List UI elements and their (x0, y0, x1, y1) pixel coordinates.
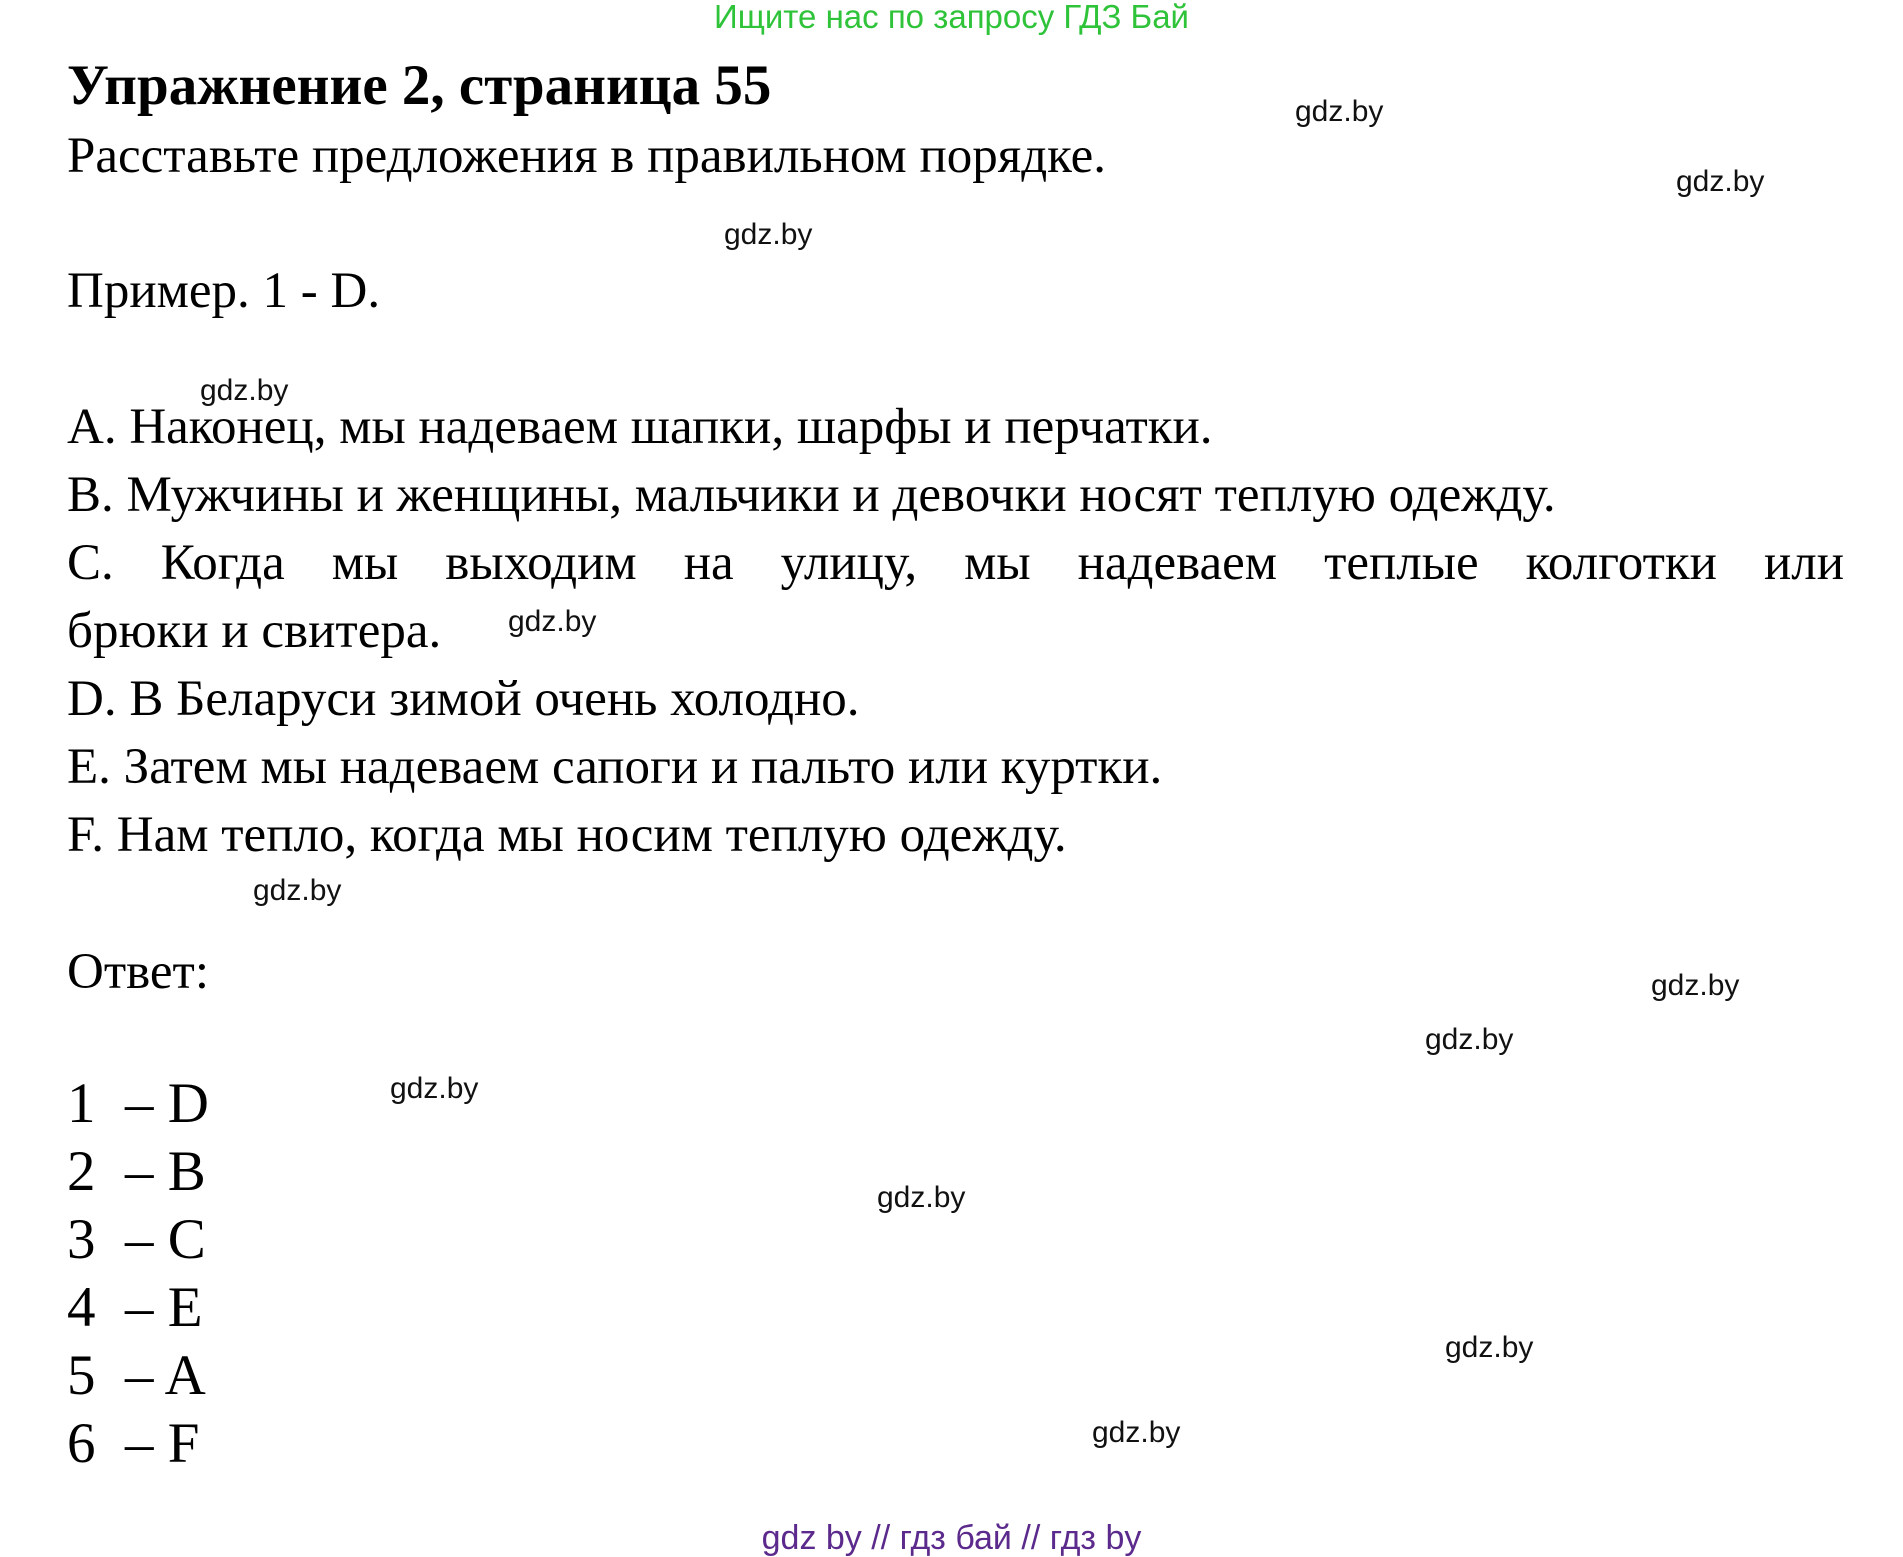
answer-letter: – B (125, 1140, 206, 1203)
watermark: gdz.by (200, 374, 289, 407)
answer-letter: – E (125, 1276, 203, 1339)
watermark: gdz.by (1445, 1331, 1534, 1364)
answer-number: 5 (67, 1344, 96, 1407)
watermark: gdz.by (253, 874, 342, 907)
answer-row (67, 1344, 206, 1408)
answer-letter: – C (125, 1208, 206, 1271)
answer-number: 1 (67, 1072, 96, 1135)
watermark: gdz.by (1651, 969, 1740, 1002)
answer-number: 2 (67, 1140, 96, 1203)
top-banner: Ищите нас по запросу ГДЗ Бай (714, 0, 1189, 35)
bottom-banner: gdz by // гдз бай // гдз by (761, 1519, 1142, 1557)
sentence-a: A. Наконец, мы надеваем шапки, шарфы и перчатки. (67, 399, 1213, 455)
watermark: gdz.by (508, 605, 597, 638)
watermark: gdz.by (877, 1181, 966, 1214)
answer-row (67, 1412, 199, 1476)
answer-row (67, 1140, 206, 1204)
answer-letter: – D (125, 1072, 209, 1135)
watermark: gdz.by (1295, 95, 1384, 128)
watermark: gdz.by (390, 1072, 479, 1105)
answer-label: Ответ: (67, 944, 209, 1000)
answer-row (67, 1072, 209, 1136)
sentence-b: B. Мужчины и женщины, мальчики и девочки носят теплую одежду. (67, 467, 1556, 523)
exercise-title: Упражнение 2, страница 55 (67, 54, 772, 117)
answer-number: 3 (67, 1208, 96, 1271)
watermark: gdz.by (724, 218, 813, 251)
answer-letter: – F (125, 1412, 200, 1475)
watermark: gdz.by (1425, 1023, 1514, 1056)
sentence-c-line1: C. Когда мы выходим на улицу, мы надеваем теплые колготки или (67, 535, 1844, 591)
answer-number: 4 (67, 1276, 96, 1339)
sentence-d: D. В Беларуси зимой очень холодно. (67, 671, 860, 727)
example-line: Пример. 1 - D. (67, 263, 381, 319)
answer-row (67, 1208, 206, 1272)
answer-row (67, 1276, 203, 1340)
sentence-e: E. Затем мы надеваем сапоги и пальто или куртки. (67, 739, 1163, 795)
sentence-f: F. Нам тепло, когда мы носим теплую одежду. (67, 807, 1067, 863)
exercise-instruction: Расставьте предложения в правильном порядке. (67, 128, 1107, 184)
watermark: gdz.by (1092, 1416, 1181, 1449)
answer-number: 6 (67, 1412, 96, 1475)
watermark: gdz.by (1676, 165, 1765, 198)
sentence-c-line2: брюки и свитера. (67, 603, 442, 659)
answer-letter: – A (125, 1344, 206, 1407)
